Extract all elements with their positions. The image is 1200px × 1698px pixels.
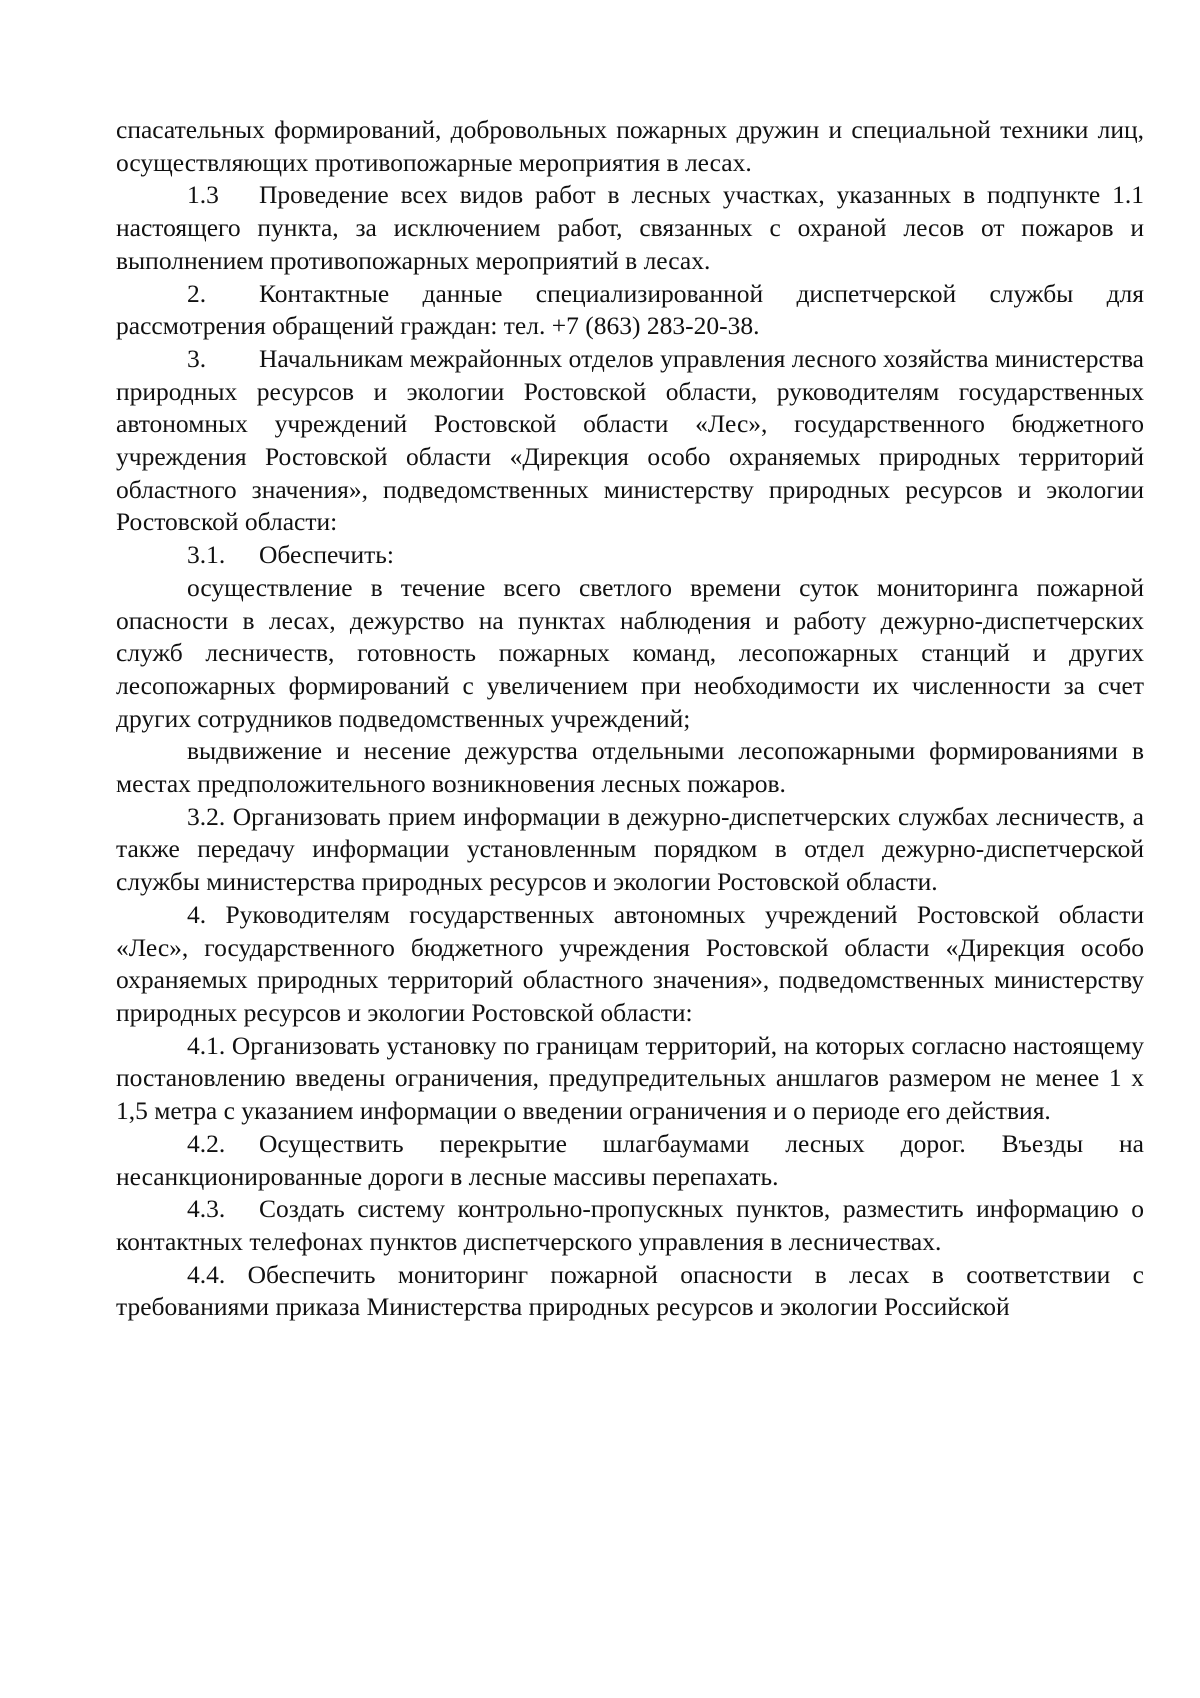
paragraph-number: 4.2.: [187, 1128, 226, 1158]
paragraph-number: 4.3.: [187, 1194, 226, 1224]
paragraph-1-3: [116, 179, 1144, 277]
paragraph-3-1: [116, 539, 1144, 572]
paragraph-text: 4.1. Организовать установку по границам территорий, на которых согласно настоящему постановлению введены ограничения, предупредительных аншлагов размером не менее 1 х 1,5 метра с указанием информации о введении ограничения и о периоде его действия.: [116, 1030, 1144, 1126]
paragraph-4-3: [116, 1193, 1144, 1258]
paragraph-duty: [116, 735, 1144, 800]
paragraph-text: 3.2. Организовать прием информации в дежурно-диспетчерских службах лесничеств, а также передачу информации установленным порядком в отдел дежурно-диспетчерской службы министерства природных ресурсов и экологии Ростовской области.: [116, 801, 1144, 897]
paragraph-text: Проведение всех видов работ в лесных участках, указанных в подпункте 1.1 настоящего пункта, за исключением работ, связанных с охраной лесов от пожаров и выполнением противопожарных мероприятий в лесах.: [116, 180, 1144, 275]
paragraph-text: Начальникам межрайонных отделов управления лесного хозяйства министерства природных ресурсов и экологии Ростовской области, руководителям государственных автономных учреждений Ростовской области «Лес», государственного бюджетного учреждения Ростовской области «Дирекция особо охраняемых природных территорий областного значения», подведомственных министерству природных ресурсов и экологии Ростовской области:: [116, 343, 1144, 537]
paragraph-text: Контактные данные специализированной диспетчерской службы для рассмотрения обращений граждан: тел. +7 (863) 283-20-38.: [116, 278, 1144, 341]
paragraph-text: Создать систему контрольно-пропускных пунктов, разместить информацию о контактных телефонах пунктов диспетчерского управления в лесничествах.: [116, 1194, 1144, 1256]
paragraph-3: [116, 343, 1144, 539]
paragraph-monitoring: [116, 572, 1144, 736]
paragraph-number: 2.: [187, 278, 207, 308]
paragraph-4-1: [116, 1030, 1144, 1128]
paragraph-number: 3.: [187, 343, 207, 373]
paragraph-4: [116, 899, 1144, 1030]
paragraph-text: 4. Руководителям государственных автономных учреждений Ростовской области «Лес», государственного бюджетного учреждения Ростовской области «Дирекция особо охраняемых природных территорий областного значения», подведомственных министерству природных ресурсов и экологии Ростовской области:: [116, 899, 1144, 1027]
paragraph-4-4: [116, 1259, 1144, 1324]
paragraph-text: осуществление в течение всего светлого времени суток мониторинга пожарной опасности в лесах, дежурство на пунктах наблюдения и работу дежурно-диспетчерских служб лесничеств, готовность пожарных команд, лесопожарных станций и других лесопожарных формирований с увеличением при необходимости их численности за счет других сотрудников подведомственных учреждений;: [116, 572, 1144, 733]
paragraph-text: Осуществить перекрытие шлагбаумами лесных дорог. Въезды на несанкционированные дороги в лесные массивы перепахать.: [116, 1128, 1144, 1191]
paragraph-number: 1.3: [187, 180, 219, 210]
paragraph-text: спасательных формирований, добровольных пожарных дружин и специальной техники лиц, осуществляющих противопожарные мероприятия в лесах.: [116, 115, 1144, 177]
paragraph-number: 3.1.: [187, 540, 226, 570]
paragraph-4-2: [116, 1128, 1144, 1193]
paragraph-text: Обеспечить:: [259, 540, 394, 570]
paragraph-text: выдвижение и несение дежурства отдельными лесопожарными формированиями в местах предположительного возникновения лесных пожаров.: [116, 736, 1144, 799]
paragraph-continuation: [116, 114, 1144, 179]
paragraph-text: 4.4. Обеспечить мониторинг пожарной опасности в лесах в соответствии с требованиями приказа Министерства природных ресурсов и экологии Российской: [116, 1259, 1144, 1322]
paragraph-2: [116, 278, 1144, 343]
document-body: [116, 114, 1144, 1324]
paragraph-3-2: [116, 801, 1144, 899]
